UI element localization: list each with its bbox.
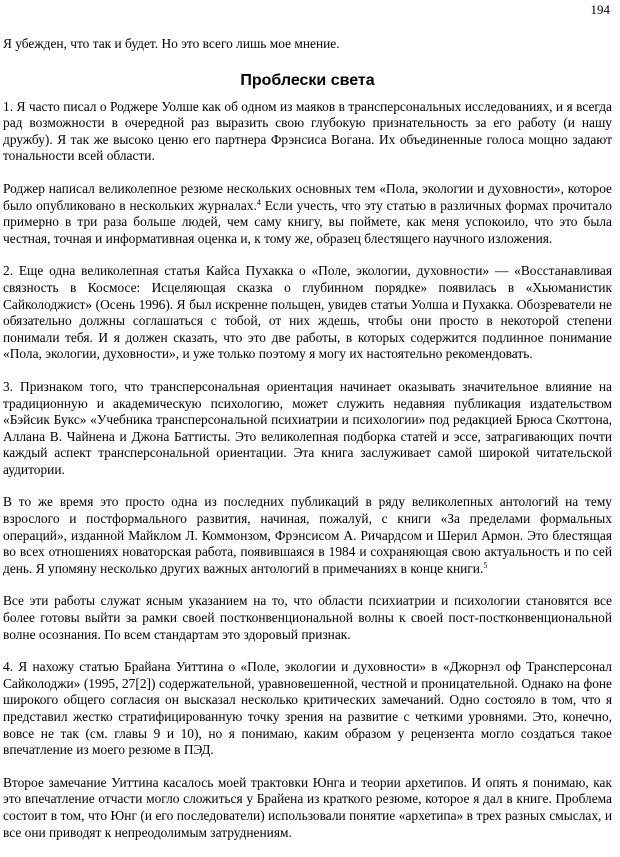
- paragraph-6: [3, 593, 612, 643]
- paragraph-4: [3, 379, 612, 479]
- paragraph-text: Роджер написал великолепное резюме нескольких основных тем «Пола, экологии и духовности», которое было опубликовано в нескольких журналах.: [3, 180, 612, 213]
- paragraph-text: 1. Я часто писал о Роджере Уолше как об одном из маяков в трансперсональных исследованиях, и я всегда рад возможности в очередной раз выразить свою глубокую признательность за его работу (и нашу дружбу). Я так же высоко ценю его партнера Фрэнсиса Вогана. Их объединенные голоса мощно задают тональности всей области.: [3, 98, 612, 164]
- paragraph-text: Все эти работы служат ясным указанием на то, что области психиатрии и психологии становятся все более готовы выйти за рамки своей постконвенциональной волны к своей пост-постконвенциональной волне осознания. По всем стандартам это здоровый признак.: [3, 593, 612, 642]
- paragraph-5: [3, 494, 612, 577]
- paragraph-2: [3, 181, 612, 247]
- paragraph-text: 2. Еще одна великолепная статья Кайса Пухакка о «Поле, экологии, духовности» — «Восстанавливая связность в Космосе: Исцеляющая сказка о глубинном порядке» появилась в «Хьюманистик Сайколоджист» (Осень 1996). Я был искренне польщен, увидев статьи Уолша и Пухакка. Обозреватели не обязательно должны соглашаться с тобой, от них ждешь, чтобы они просто в некоторой степени понимали тебя. И я должен сказать, что это две работы, в которых содержится подлинное понимание «Пола, экологии, духовности», и уже только поэтому я могу их настоятельно рекомендовать.: [3, 263, 612, 362]
- paragraph-text: В то же время это просто одна из последних публикаций в ряду великолепных антологий на тему взрослого и постформального развития, начиная, пожалуй, с книги «За пределами формальных операций», изданной Майклом Л. Коммонзом, Фрэнсисом А. Ричардсом и Шерил Армон. Это блестящая во всех отношениях новаторская работа, появившаяся в 1984 и сохраняющая свою актуальность и по сей день. Я упомяну несколько других важных антологий в примечаниях в конце книги.: [3, 494, 612, 576]
- paragraph-text: Если учесть, что эту статью в различных формах прочитало примерно в три раза больше людей, чем саму книгу, вы поймете, как меня успокоило, что это была честная, точная и информативная оценка и, к тому же, образец блестящего научного изложения.: [3, 197, 612, 246]
- paragraph-text: Второе замечание Уиттина касалось моей трактовки Юнга и теории архетипов. И опять я понимаю, как это впечатление отчасти могло сложиться у Брайена из краткого резюме, которое я дал в книге. Проблема состоит в том, что Юнг (и его последователи) использовали понятие «архетипа» в трех разных смыслах, и все они приводят к непреодолимым затруднениям.: [3, 774, 612, 840]
- page-content: [3, 36, 612, 857]
- paragraph-7: [3, 659, 612, 759]
- footnote-ref[interactable]: 4: [256, 197, 261, 207]
- paragraph-1: [3, 99, 612, 165]
- page-number: 194: [590, 2, 610, 17]
- footnote-ref[interactable]: 5: [483, 560, 488, 570]
- intro-line: Я убежден, что так и будет. Но это всего лишь мое мнение.: [3, 36, 340, 51]
- paragraph-3: [3, 263, 612, 363]
- paragraph-text: 4. Я нахожу статью Брайана Уиттина о «Поле, экологии и духовности» в «Джорнэл оф Трансперсонал Сайколоджи» (1995, 27[2]) содержательной, уравновешенной, честной и проницательной. Однако на фоне широкого общего согласия он высказал несколько критических замечаний. Одно состояло в том, что я представил жестко стратифицированную точку зрения на развитие с четкими уровнями. Это, конечно, вовсе не так (см. главы 9 и 10), но я понимаю, каким образом у рецензента могло создаться такое впечатление из моего резюме в ПЭД.: [3, 659, 612, 758]
- paragraph-8: [3, 775, 612, 841]
- section-title: Проблески света: [240, 71, 375, 89]
- paragraph-text: 3. Признаком того, что трансперсональная ориентация начинает оказывать значительное влияние на традиционную и академическую психологию, может служить недавняя публикация издательством «Бэйсик Букс» «Учебника трансперсональной психиатрии и психологии» под редакцией Брюса Скоттона, Аллана В. Чайнена и Джона Баттисты. Это великолепная подборка статей и эссе, затрагивающих почти каждый аспект трансперсональной ориентации. Эта книга заслуживает самой широкой читательской аудитории.: [3, 378, 612, 477]
